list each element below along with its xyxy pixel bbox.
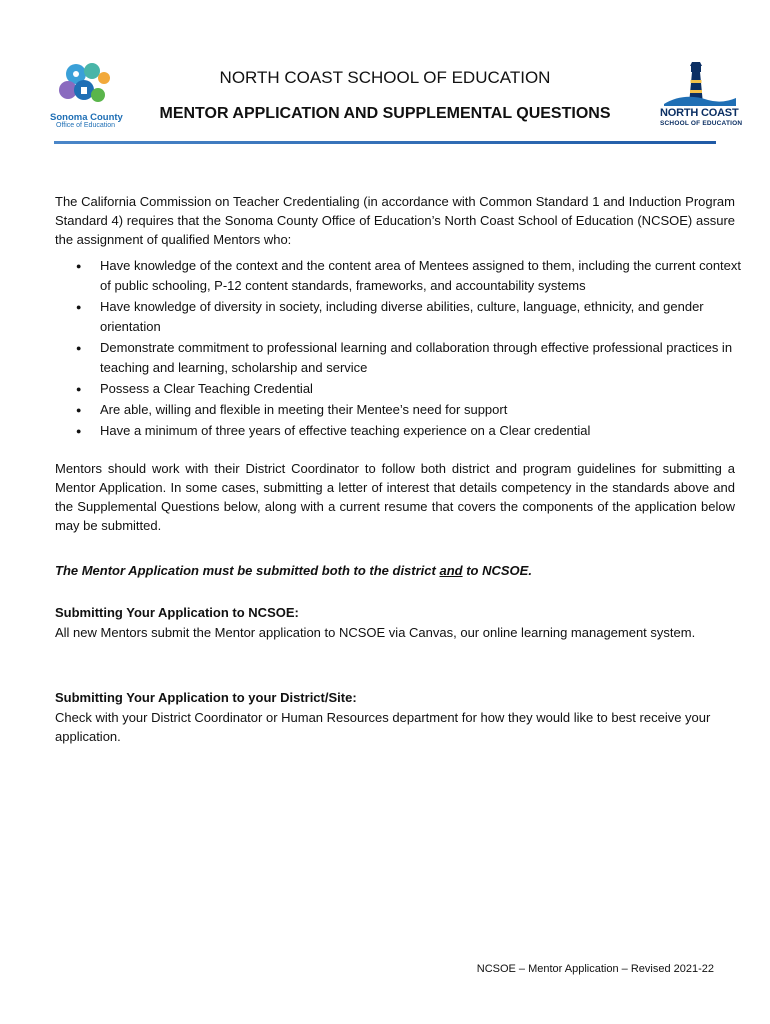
right-logo-name-line2: SCHOOL OF EDUCATION [660,120,743,127]
section-body-district: Check with your District Coordinator or Human Resources department for how they would like to best receive your application. [55,710,711,744]
left-logo-name-line2: Office of Education [56,122,116,129]
submission-requirement-note [55,561,735,580]
section-body-ncsoe: All new Mentors submit the Mentor application to NCSOE via Canvas, our online learning management system. [55,625,696,640]
left-logo-name-line1: Sonoma County [50,112,123,123]
page-title: NORTH COAST SCHOOL OF EDUCATION [219,68,551,87]
list-item: ● Have a minimum of three years of effective teaching experience on a Clear credential [55,421,745,441]
list-item: ● Have knowledge of diversity in society, including diverse abilities, culture, language, ethnicity, and gender orientation [55,297,745,337]
list-item: ● Possess a Clear Teaching Credential [55,379,745,399]
note-underlined-word: and [439,563,463,578]
list-item: ● Have knowledge of the context and the content area of Mentees assigned to them, including the current context of public schooling, P-12 content standards, frameworks, and accountability systems [55,256,745,296]
header-divider [54,141,716,144]
note-text-before: The Mentor Application must be submitted both to the district [55,563,440,578]
intro-paragraph: The California Commission on Teacher Credentialing (in accordance with Common Standard 1 and Induction Program Standard 4) requires that the Sonoma County Office of Education’s North Coast School of Education (NCSOE) assure the assignment of qualified Mentors who: [55,194,735,247]
requirements-list [55,256,745,442]
right-logo-name-line1: NORTH COAST [660,107,739,119]
page-subtitle: MENTOR APPLICATION AND SUPPLEMENTAL QUESTIONS [159,105,611,122]
list-item: ● Are able, willing and flexible in meeting their Mentee’s need for support [55,400,745,420]
mentors-paragraph: Mentors should work with their District Coordinator to follow both district and program guidelines for submitting a Mentor Application. In some cases, submitting a letter of interest that details competency in the standards above and the Supplemental Questions below, along with a current resume that covers the components of the application below may be submitted. [55,461,735,533]
page-footer: NCSOE – Mentor Application – Revised 2021-22 [476,963,714,975]
section-heading-ncsoe: Submitting Your Application to NCSOE: [55,605,299,620]
note-text-after: to NCSOE. [462,563,532,578]
section-heading-district: Submitting Your Application to your District/Site: [55,690,357,705]
list-item: ● Demonstrate commitment to professional learning and collaboration through effective professional practices in teaching and learning, scholarship and service [55,338,745,378]
